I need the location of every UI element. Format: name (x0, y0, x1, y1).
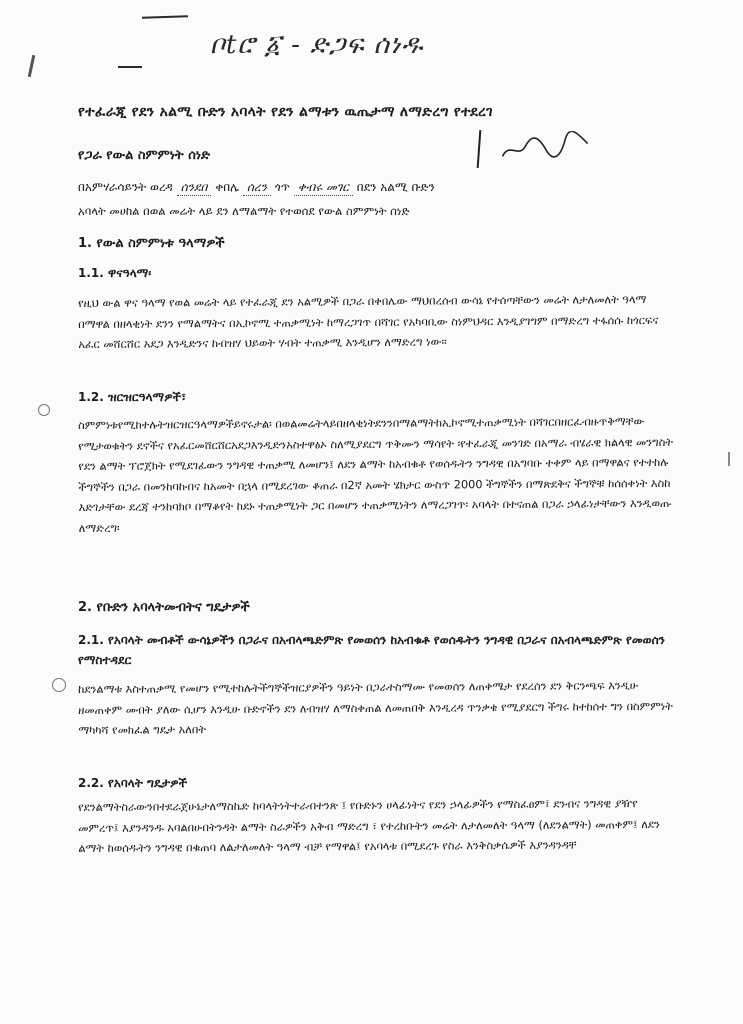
signature (499, 129, 592, 169)
punch-hole-mark (38, 404, 50, 416)
section-2-heading: 2. የቡድን አባላትመብትና ግዴታዎች (78, 600, 250, 615)
section-1-1-heading: 1.1. ዋናዓላማ፡ (78, 266, 152, 280)
corner-pen-mark (28, 55, 36, 77)
handwritten-underline-mark (118, 66, 142, 68)
section-2-1-heading: 2.1. የአባላት መብቶች ውሳኔዎችን በጋራና በአብላጫድምጽ የመወሰን ከአብቁቶ የወሰዱትን ንግዳዊ በጋራና በአብላጫድምጽ የመወሰን የማስተዳደር (78, 633, 665, 667)
section-2-2-text (78, 794, 678, 860)
intro-group-label: በደን አልሚ ቡድን (356, 180, 435, 194)
section-2-1-paragraph: ከደንልማቱ እስተጠቃሚ የመሆን የሚተከሉትችግኞችዝርያዎችን ዓይነት በጋራተስማሙ የመወሰን ለጠቀሜታ የደረሰን ደን ቅርንጫፍ እንዲሁ ዘመጠቀም መብት ያለው ሲሆን እንዲሁ ቡድኖችን ደን ለብዝሃ ለማስቀጠል ለመጠበቅ እንዲረዳ ጥንቃቄ የሚያደርግ ችግሩ ከተከሰተ ግን በስምምነት ማካካሻ የመክፈል ግዴታ አለበት (78, 679, 673, 737)
section-1-2-heading: 1.2. ዝርዝርዓላማዎች፣ (78, 390, 186, 404)
intro-got-label: ጎጥ (274, 180, 290, 194)
section-2-2-paragraph: የደንልማትስራውንበተደራጀሁኔታለማስኬድ ከባላትነትተራብተንጽ ፤ የቡድኑን ሀላፊነትና የደን ኃላፊዎችን የማስፈፀም፤ ደንብና ንግዳዊ ያዥየ መምረጥ፤ እያንዳንዱ አባልበሀብትንዳት ልማት ስራዎችን አቅብ ማድረግ ፣ የተረከቡትን መሬት ለታለመለት ዓላማ (ለደንልማት) መጠቀም፤ ለደን ልማት ከወሰዱትን ንግዳዊ በቁጠባ ለልታለመለት ዓላማ ብቻ የማዋል፤ የአባላቱ በሚደረጉ የስራ እንቅስቃሴዎች እያንዳንዳቸ (78, 797, 660, 855)
handwritten-dash-mark (142, 15, 188, 19)
signature-scribble-icon (499, 129, 591, 164)
intro-blank-1: ሰንደበ (177, 180, 212, 196)
section-2-1-text (78, 676, 678, 742)
document-title: የተፈራጂ የደን አልሚ ቡድን አባላት የደን ልማቱን ዉጤታማ ለማድረግ የተደረገ (78, 104, 493, 120)
document-subtitle: የጋራ የውል ስምምነት ሰነድ (78, 148, 211, 163)
intro-woreda-label: በአምሃራሳይንት ወረዳ (78, 180, 173, 194)
section-1-2-paragraph: ስምምነቱየሚከተሉትዝርዝርዓላማዎችይኖሩታል፡ በወልመሬትላይበዘላቂነትደንንበማልማትከኢኮኖሚተጠቃሚነት በሻገርበዘርፈብዙጥቅማቸው የሚታወቁትን ደኖችና የአፈርመሸርሸርአደጋእንዲድንአስተዋፅኦ ስለሚያደርግ ጥቅሙን ማሳየት ፡የተፈራጂ መንገድ በአማራ ብሄራዊ ክልላዊ መንግስት የደን ልማት ፕሮጀክት የሚደገፈውን ንግዳዊ ተጠቃሚ ለመሆን፤ ለደን ልማት ከአብቁቶ የወሰዱትን ንግዳዊ በአግባቡ ተቀም ላይ በማዋልና የተተከሉ ችግኞችን በጋራ በመንከባከብና ከአመት በኋላ በሚደረገው ቆጠራ በ2ኛ አመት ሄክታር ውስጥ 2000 ችግኞችን በማጽደቅና ችግኞቹ ከሰሰቀነት እስከ እድገታቸው ደረጃ ተንከባክቦ በማቆየት ከደኑ ተጠቃሚነት ጋር በመሆን ተጠቃሚነትን ለማረጋገጥ፡ አባላት በተናጠል በጋራ ኃላፊነታቸውን እንዲወጡ ለማድረግ፡ (78, 415, 674, 535)
section-1-heading: 1. የውል ስምምነቱ ዓላማዎች (78, 236, 225, 251)
section-1-1-paragraph: የዚህ ውል ዋና ዓላማ የወል መሬት ላይ የተፈራጂ ደን አልሚዎች በጋራ በቀበሌው ማህበረሰብ ውሳኔ የተሰጣቸውን መሬት ለታለመለት ዓላማ በማዋል በዘላቂነት ደንን የማልማትና በኢኮኖሚ ተጠቃሚነት ከማረጋገጥ በሻገር የአካባቢው ስነምህዳር እንዲያገግም በማድረግ ተፋሰሱ ከጎርፍና አፈር መሸርሸር አደጋ እንዲድንና ከብዝሃ ህይወት ሃብት ተጠቃሚ እንዲሆን ለማድረግ ነው፡፡ (78, 293, 659, 351)
signature-stroke (477, 130, 482, 168)
section-2-2-heading: 2.2. የአባላት ግዴታዎች (78, 776, 188, 790)
intro-blank-2: ሰረን (243, 180, 271, 196)
section-1-1-text (78, 290, 678, 356)
intro-kebele-label: ቀበሌ (215, 180, 240, 194)
intro-line-2: አባላት መሀከል በወል መሬት ላይ ደን ለማልማት የተወሰደ የውል ስምምነት ሰነድ (78, 204, 410, 218)
edge-mark (728, 452, 730, 466)
punch-hole-mark (52, 678, 66, 692)
intro-blank-3: ቀብሩ መገር (294, 180, 353, 196)
section-1-2-text (78, 412, 679, 539)
intro-line-1 (78, 180, 678, 196)
handwritten-header-note: ቦtሮ ፩ - ድጋፍ ሰነዱ (210, 30, 424, 60)
